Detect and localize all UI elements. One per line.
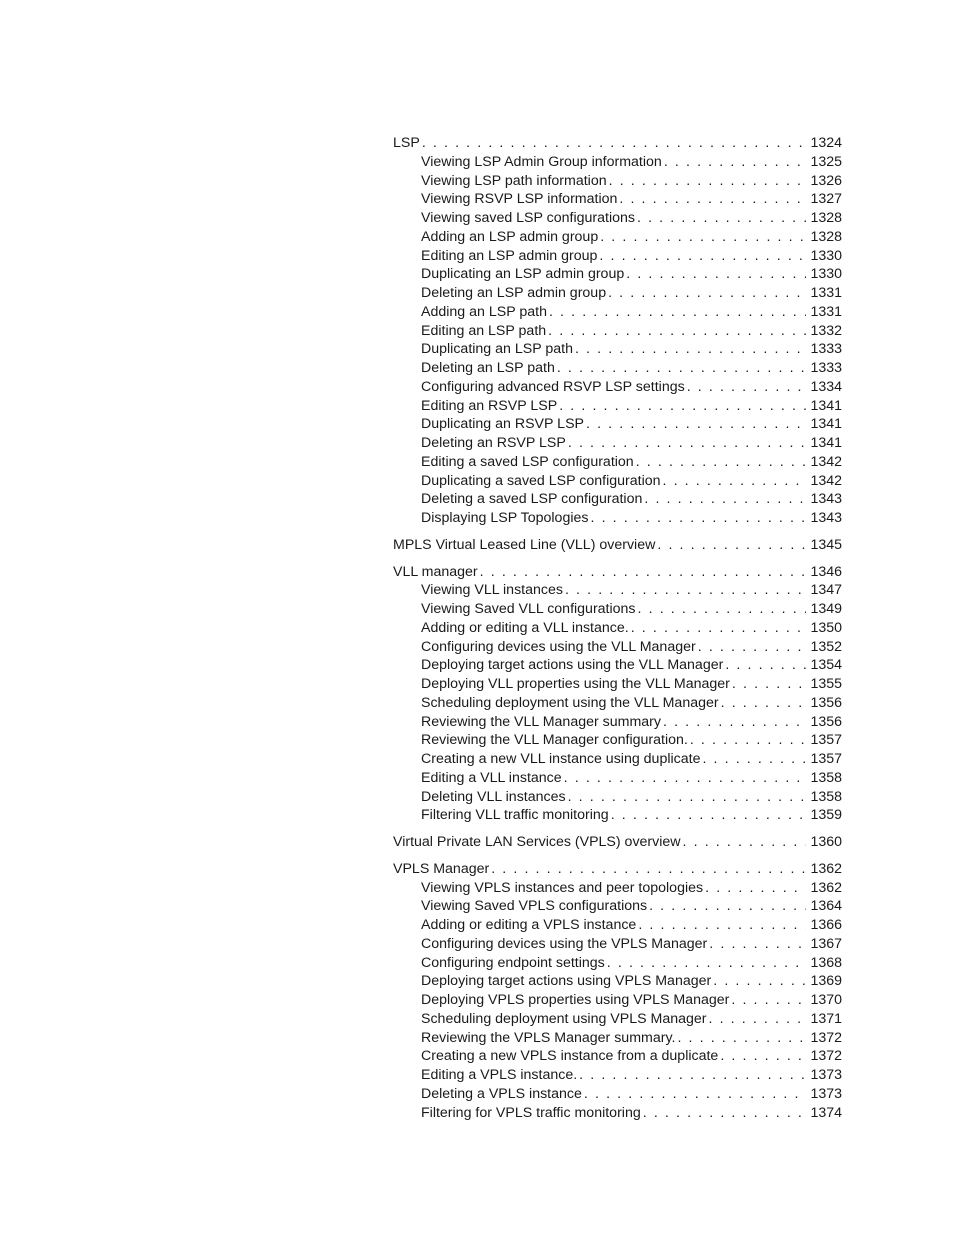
dot-leader — [698, 638, 807, 657]
toc-entry-title: Viewing saved LSP configurations — [421, 210, 636, 226]
toc-section — [393, 563, 842, 826]
dot-leader — [664, 153, 807, 172]
dot-leader — [579, 1066, 806, 1085]
toc-entry-title: Scheduling deployment using VPLS Manager — [421, 1010, 707, 1027]
toc-section-heading[interactable] — [393, 563, 842, 582]
toc-entry[interactable] — [393, 284, 842, 303]
dot-leader — [590, 509, 806, 528]
toc-entry[interactable] — [393, 935, 842, 954]
toc-page-number: 1333 — [810, 360, 842, 376]
dot-leader — [619, 190, 806, 209]
toc-page-number: 1326 — [810, 172, 842, 189]
toc-entry-title: Adding or editing a VLL instance. — [421, 619, 629, 636]
toc-page-number: 1358 — [810, 769, 842, 786]
toc-page-number: 1330 — [810, 266, 842, 283]
toc-entry-title: Deploying target actions using the VLL Manager — [421, 657, 724, 674]
dot-leader — [683, 833, 807, 852]
dot-leader — [663, 713, 806, 732]
toc-entry[interactable] — [393, 581, 842, 600]
dot-leader — [599, 247, 806, 266]
toc-entry[interactable] — [393, 656, 842, 675]
toc-page-number: 1367 — [810, 935, 842, 952]
dot-leader — [557, 359, 807, 378]
toc-page-number: 1347 — [810, 582, 842, 599]
toc-entry-title: Reviewing the VLL Manager summary — [421, 713, 661, 730]
toc-entry-title: Deleting a saved LSP configuration — [421, 491, 643, 508]
dot-leader — [559, 397, 806, 416]
toc-page-number: 1334 — [810, 378, 842, 395]
toc-entry-title: Viewing Saved VLL configurations — [421, 601, 636, 617]
toc-entry[interactable] — [393, 879, 842, 898]
toc-entry-title: Creating a new VPLS instance from a duplicate — [421, 1048, 719, 1065]
toc-page-number: 1368 — [810, 954, 842, 971]
toc-section — [393, 833, 842, 852]
toc-page-number: 1360 — [810, 834, 842, 850]
toc-entry[interactable] — [393, 954, 842, 973]
toc-entry-title: Duplicating an RSVP LSP — [421, 416, 584, 433]
toc-page-number: 1345 — [810, 536, 842, 553]
toc-entry-title: Configuring devices using the VLL Manager — [421, 638, 696, 655]
toc-entry[interactable] — [393, 209, 842, 228]
toc-entry-title: Viewing LSP Admin Group information — [421, 153, 662, 170]
toc-entry[interactable] — [393, 1029, 842, 1048]
toc-entry[interactable] — [393, 638, 842, 657]
toc-entry-title: Scheduling deployment using the VLL Manager — [421, 694, 719, 711]
toc-entry-title: Viewing RSVP LSP information — [421, 191, 618, 208]
dot-leader — [548, 322, 806, 341]
toc-entry[interactable] — [393, 322, 842, 341]
toc-page-number: 1356 — [810, 713, 842, 730]
toc-section-heading[interactable] — [393, 536, 842, 555]
toc-section-heading[interactable] — [393, 860, 842, 879]
toc-entry[interactable] — [393, 694, 842, 713]
toc-page-number: 1369 — [810, 973, 842, 990]
toc-section — [393, 134, 842, 528]
dot-leader — [638, 916, 806, 935]
toc-entry-title: Duplicating a saved LSP configuration — [421, 472, 661, 489]
toc-entry-title: Reviewing the VPLS Manager summary. — [421, 1029, 676, 1046]
dot-leader — [705, 879, 806, 898]
dot-leader — [564, 769, 807, 788]
dot-leader — [687, 378, 807, 397]
dot-leader — [713, 972, 806, 991]
toc-entry-title: LSP — [393, 135, 420, 151]
dot-leader — [422, 134, 807, 153]
toc-entry[interactable] — [393, 190, 842, 209]
toc-page-number: 1341 — [810, 435, 842, 451]
toc-entry-title: VPLS Manager — [393, 860, 490, 877]
toc-page-number: 1342 — [810, 472, 842, 489]
toc-entry-title: Viewing VLL instances — [421, 582, 563, 599]
toc-entry-title: Duplicating an LSP path — [421, 341, 573, 358]
toc-entry-title: Deleting an LSP admin group — [421, 285, 607, 301]
toc-page-number: 1372 — [810, 1048, 842, 1065]
toc-entry-title: Configuring advanced RSVP LSP settings — [421, 378, 685, 395]
toc-entry[interactable] — [393, 153, 842, 172]
toc-entry-title: Reviewing the VLL Manager configuration. — [421, 732, 688, 749]
dot-leader — [643, 1104, 807, 1123]
toc-entry[interactable] — [393, 490, 842, 509]
toc-entry-title: Editing a VLL instance — [421, 769, 562, 786]
toc-entry[interactable] — [393, 359, 842, 378]
toc-entry[interactable] — [393, 750, 842, 769]
dot-leader — [611, 806, 807, 825]
toc-page-number: 1325 — [810, 153, 842, 170]
toc-entry[interactable] — [393, 1104, 842, 1123]
dot-leader — [721, 694, 807, 713]
toc-page-number: 1350 — [810, 619, 842, 636]
toc-entry-title: Viewing LSP path information — [421, 172, 607, 189]
toc-page-number: 1373 — [810, 1085, 842, 1102]
toc-entry-title: Virtual Private LAN Services (VPLS) overview — [393, 834, 681, 850]
toc-entry-title: Duplicating an LSP admin group — [421, 266, 625, 283]
toc-entry[interactable] — [393, 788, 842, 807]
toc-entry-title: Filtering VLL traffic monitoring — [421, 807, 609, 824]
toc-entry-title: MPLS Virtual Leased Line (VLL) overview — [393, 536, 656, 553]
dot-leader — [637, 209, 806, 228]
toc-entry-title: Configuring endpoint settings — [421, 954, 605, 971]
toc-entry[interactable] — [393, 303, 842, 322]
toc-entry[interactable] — [393, 806, 842, 825]
dot-leader — [575, 340, 806, 359]
dot-leader — [568, 788, 807, 807]
dot-leader — [491, 860, 806, 879]
dot-leader — [657, 536, 806, 555]
dot-leader — [626, 265, 806, 284]
toc-page-number: 1355 — [810, 676, 842, 692]
toc-entry-title: Adding an LSP admin group — [421, 228, 599, 245]
toc-page-number: 1331 — [810, 285, 842, 301]
dot-leader — [565, 581, 806, 600]
toc-entry-title: Adding or editing a VPLS instance — [421, 917, 637, 933]
dot-leader — [638, 600, 807, 619]
toc-section — [393, 860, 842, 1123]
toc-page-number: 1343 — [810, 510, 842, 526]
toc-entry-title: Editing an RSVP LSP — [421, 397, 558, 414]
toc-entry[interactable] — [393, 675, 842, 694]
toc-entry-title: Deploying VPLS properties using VPLS Manager — [421, 992, 730, 1008]
dot-leader — [600, 228, 806, 247]
toc-entry[interactable] — [393, 991, 842, 1010]
toc-entry-title: Editing an LSP admin group — [421, 247, 598, 264]
dot-leader — [644, 490, 806, 509]
toc-entry[interactable] — [393, 1047, 842, 1066]
dot-leader — [609, 172, 807, 191]
toc-entry-title: Deploying VLL properties using the VLL Manager — [421, 676, 730, 692]
dot-leader — [677, 1029, 806, 1048]
toc-entry[interactable] — [393, 619, 842, 638]
toc-page-number: 1366 — [810, 917, 842, 933]
toc-entry[interactable] — [393, 472, 842, 491]
dot-leader — [725, 656, 806, 675]
toc-entry-title: Editing a saved LSP configuration — [421, 453, 634, 470]
toc-entry-title: Deploying target actions using VPLS Manager — [421, 973, 712, 990]
toc-page-number: 1332 — [810, 322, 842, 339]
toc-page-number: 1356 — [810, 694, 842, 711]
toc-page-number: 1370 — [810, 992, 842, 1008]
toc-entry-title: Deleting an LSP path — [421, 360, 555, 376]
toc-entry-title: Creating a new VLL instance using duplicate — [421, 751, 701, 767]
toc-entry-title: Editing an LSP path — [421, 322, 547, 339]
toc-entry[interactable] — [393, 731, 842, 750]
toc-entry[interactable] — [393, 172, 842, 191]
toc-entry[interactable] — [393, 509, 842, 528]
toc-page-number: 1341 — [810, 397, 842, 414]
dot-leader — [709, 1010, 807, 1029]
dot-leader — [607, 954, 807, 973]
dot-leader — [732, 675, 807, 694]
toc-entry[interactable] — [393, 769, 842, 788]
toc-entry[interactable] — [393, 916, 842, 935]
toc-page-number: 1362 — [810, 860, 842, 877]
toc-page-number: 1349 — [810, 601, 842, 617]
toc-page-number: 1357 — [810, 751, 842, 767]
toc-page-number: 1333 — [810, 341, 842, 358]
toc-entry-title: Adding an LSP path — [421, 303, 547, 320]
toc-entry[interactable] — [393, 453, 842, 472]
toc-entry[interactable] — [393, 415, 842, 434]
table-of-contents — [393, 134, 842, 1122]
toc-page-number: 1358 — [810, 788, 842, 805]
toc-page-number: 1354 — [810, 657, 842, 674]
toc-entry[interactable] — [393, 265, 842, 284]
toc-page-number: 1357 — [810, 732, 842, 749]
dot-leader — [631, 619, 807, 638]
toc-page-number: 1328 — [810, 228, 842, 245]
toc-entry[interactable] — [393, 713, 842, 732]
toc-page-number: 1374 — [810, 1104, 842, 1121]
toc-page-number: 1372 — [810, 1029, 842, 1046]
toc-entry[interactable] — [393, 1066, 842, 1085]
toc-entry[interactable] — [393, 600, 842, 619]
dot-leader — [663, 472, 807, 491]
toc-section — [393, 536, 842, 555]
dot-leader — [608, 284, 806, 303]
toc-entry-title: Deleting an RSVP LSP — [421, 435, 566, 451]
toc-entry-title: Viewing VPLS instances and peer topologies — [421, 879, 704, 896]
toc-section-heading[interactable] — [393, 833, 842, 852]
toc-entry[interactable] — [393, 1010, 842, 1029]
toc-entry-title: Viewing Saved VPLS configurations — [421, 898, 648, 915]
toc-entry[interactable] — [393, 434, 842, 453]
toc-page-number: 1330 — [810, 247, 842, 264]
dot-leader — [731, 991, 806, 1010]
toc-page-number: 1328 — [810, 210, 842, 226]
toc-entry[interactable] — [393, 1085, 842, 1104]
toc-page-number: 1371 — [810, 1010, 842, 1027]
toc-entry-title: Deleting a VPLS instance — [421, 1085, 582, 1102]
dot-leader — [709, 935, 806, 954]
toc-page-number: 1342 — [810, 453, 842, 470]
dot-leader — [720, 1047, 806, 1066]
toc-entry[interactable] — [393, 228, 842, 247]
toc-entry[interactable] — [393, 397, 842, 416]
dot-leader — [702, 750, 806, 769]
toc-entry-title: Displaying LSP Topologies — [421, 510, 589, 526]
toc-page-number: 1352 — [810, 638, 842, 655]
toc-page-number: 1341 — [810, 416, 842, 433]
dot-leader — [584, 1085, 807, 1104]
dot-leader — [568, 434, 807, 453]
toc-entry[interactable] — [393, 340, 842, 359]
toc-entry-title: VLL manager — [393, 563, 478, 580]
dot-leader — [636, 453, 807, 472]
toc-page-number: 1324 — [810, 135, 842, 151]
toc-page-number: 1346 — [810, 563, 842, 580]
toc-section-heading[interactable] — [393, 134, 842, 153]
toc-page-number: 1362 — [810, 879, 842, 896]
dot-leader — [480, 563, 807, 582]
toc-page-number: 1331 — [810, 303, 842, 320]
toc-page-number: 1359 — [810, 807, 842, 824]
toc-page-number: 1364 — [810, 898, 842, 915]
toc-entry[interactable] — [393, 897, 842, 916]
toc-entry[interactable] — [393, 378, 842, 397]
toc-entry-title: Configuring devices using the VPLS Manager — [421, 935, 708, 952]
dot-leader — [586, 415, 806, 434]
dot-leader — [549, 303, 806, 322]
toc-page-number: 1327 — [810, 191, 842, 208]
dot-leader — [649, 897, 806, 916]
toc-entry-title: Deleting VLL instances — [421, 788, 566, 805]
toc-page-number: 1343 — [810, 491, 842, 508]
toc-page-number: 1373 — [810, 1067, 842, 1083]
toc-entry[interactable] — [393, 247, 842, 266]
toc-entry[interactable] — [393, 972, 842, 991]
toc-entry-title: Filtering for VPLS traffic monitoring — [421, 1104, 641, 1121]
toc-entry-title: Editing a VPLS instance. — [421, 1067, 578, 1083]
dot-leader — [690, 731, 807, 750]
